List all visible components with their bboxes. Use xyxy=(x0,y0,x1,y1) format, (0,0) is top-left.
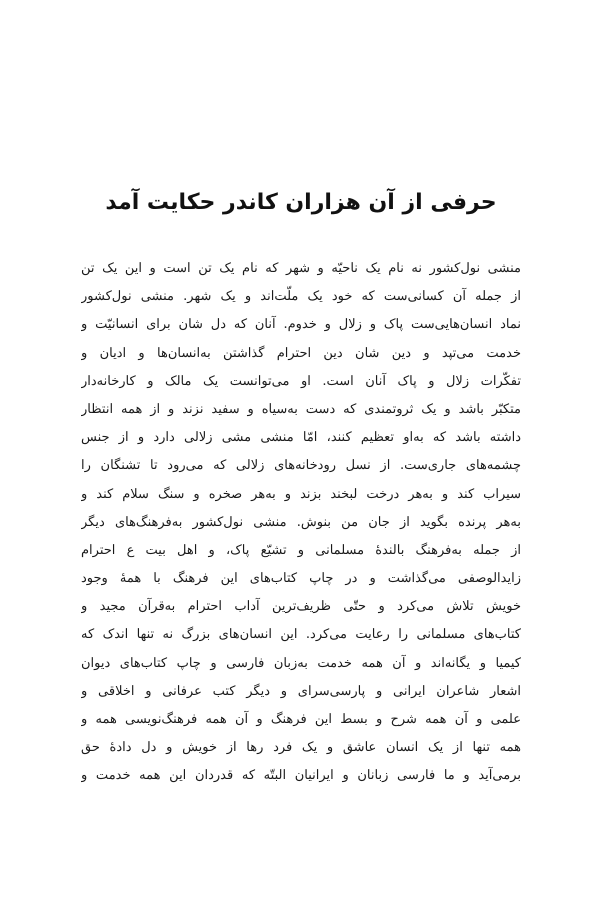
text-line: سیراب کند و به‌هر درخت لبخند بزند و به‌هر صخره و سنگ سلام کند و xyxy=(81,486,521,502)
text-line: چشمه‌های جاری‌ست. از نسل رودخانه‌های زلالی که می‌رود تا تشنگان را xyxy=(81,458,521,474)
text-line: کیمیا و یگانه‌اند و آن همه خدمت به‌زبان فارسی و چاپ کتاب‌های دیوان xyxy=(81,655,521,671)
text-line: زایدالوصفی می‌گذاشت و در چاپ کتاب‌های این فرهنگ با همۀ وجود xyxy=(81,571,521,587)
text-line: به‌هر پرنده بگوید از جان من بنوش. منشی نول‌کشور به‌فرهنگ‌های دیگر xyxy=(81,514,521,530)
text-line: تفکّرات زلال و پاک آنان است. او می‌توانست یک مالک و کارخانه‌دار xyxy=(81,373,521,389)
text-line: برمی‌آید و ما فارسی زبانان و ایرانیان البتّه که قدردان این همه خدمت و xyxy=(81,768,521,784)
text-line: از جمله آن کسانی‌ست که خود یک ملّت‌اند و یک شهر. منشی نول‌کشور xyxy=(81,289,521,305)
text-line: منشی نول‌کشور نه نام یک ناحیّه و شهر که نام یک تن است و این یک تن xyxy=(81,261,521,276)
text-line: از جمله به‌فرهنگ بالندۀ مسلمانی و تشیّع پاک، و اهل بیت ع احترام xyxy=(81,542,521,558)
text-line: همه تنها از یک انسان عاشق و یک فرد رها از خویش و دل دادۀ حق xyxy=(81,740,521,756)
body-text xyxy=(81,255,521,791)
text-line: متکبّر باشد و یک ثروتمندی که دست به‌سیاه و سفید نزند و از همه انتظار xyxy=(81,401,521,417)
text-line: خدمت می‌تپد و دین شان دین احترام گذاشتن به‌انسان‌ها و ادیان و xyxy=(81,345,521,361)
chapter-title: حرفی از آن هزاران کاندر حکایت آمد xyxy=(105,190,497,215)
text-line: اشعار شاعران ایرانی و پارسی‌سرای و دیگر کتب عرفانی و اخلاقی و xyxy=(81,683,521,699)
text-line: کتاب‌های مسلمانی را رعایت می‌کرد. این انسان‌های بزرگ نه تنها اندک که xyxy=(81,627,521,643)
text-line: خویش تلاش می‌کرد و حتّی ظریف‌ترین آداب احترام به‌قرآن مجید و xyxy=(81,599,521,615)
text-line: داشته باشد که به‌او تعظیم کنند، امّا منشی مشی زلالی دارد و از جنس xyxy=(81,430,521,446)
text-line: نماد انسان‌هایی‌ست پاک و زلال و خدوم. آنان که دل شان برای انسانیّت و xyxy=(81,317,521,333)
text-line: علمی و آن همه شرح و بسط این فرهنگ و آن همه فرهنگ‌نویسی همه و xyxy=(81,712,521,727)
